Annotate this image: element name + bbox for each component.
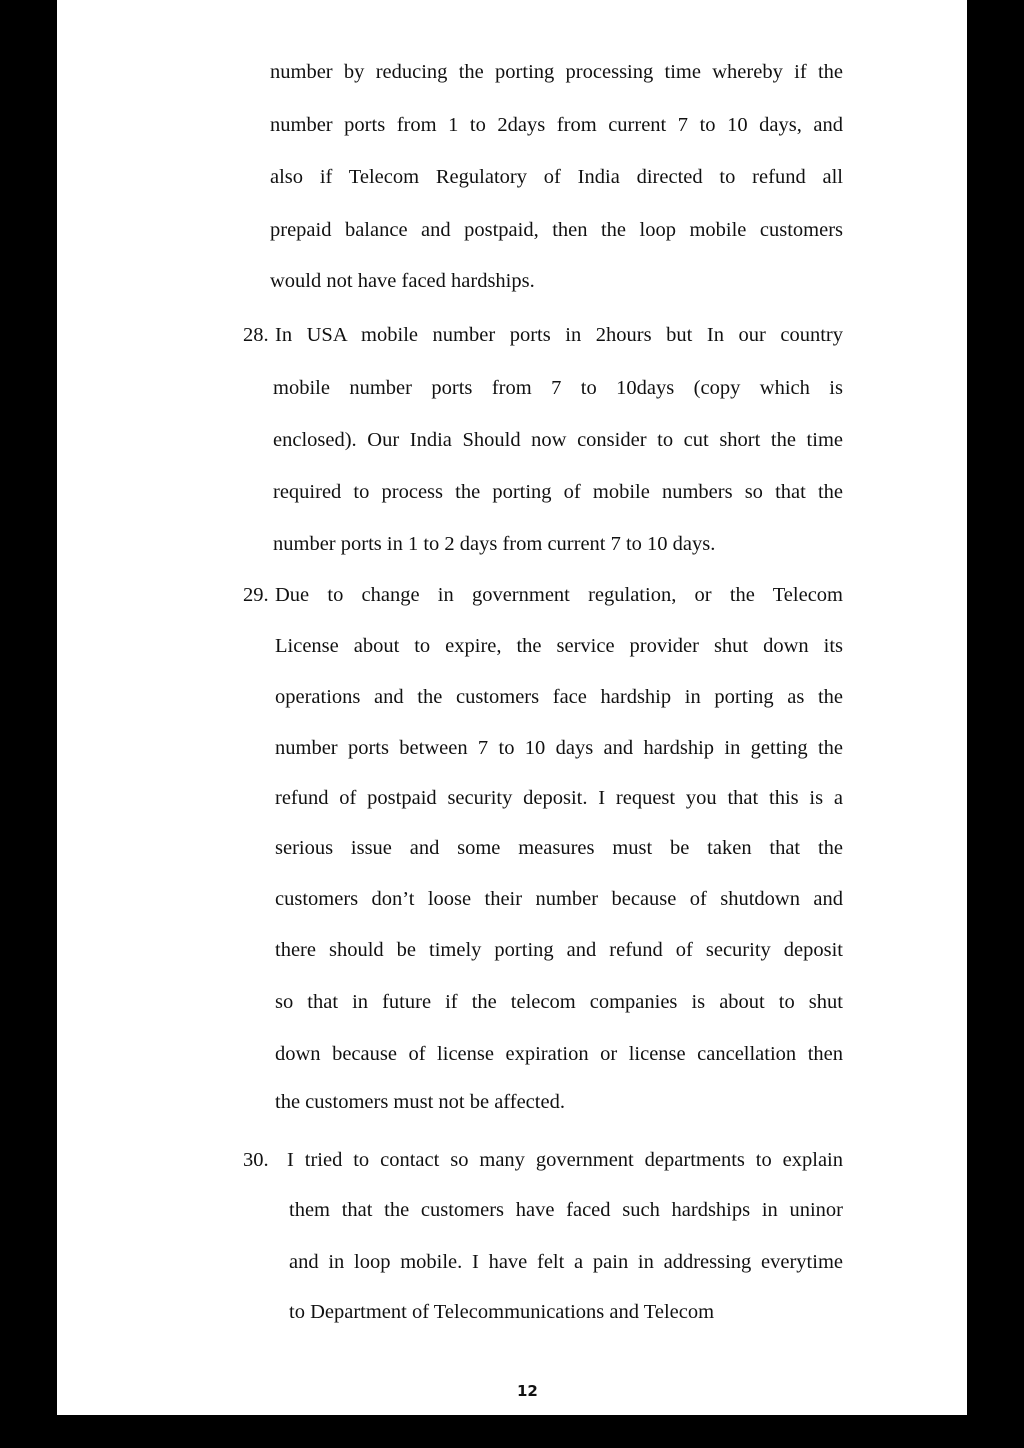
text-line: down because of license expiration or license cancellation then: [275, 1043, 843, 1065]
text-line: them that the customers have faced such hardships in uninor: [289, 1199, 843, 1221]
text-line: In USA mobile number ports in 2hours but In our country: [275, 324, 843, 346]
page-number: 12: [517, 1382, 538, 1400]
text-line: I tried to contact so many government departments to explain: [287, 1149, 843, 1171]
text-line: mobile number ports from 7 to 10days (copy which is: [273, 377, 843, 399]
text-line: number by reducing the porting processing time whereby if the: [270, 61, 843, 83]
text-line: serious issue and some measures must be taken that the: [275, 837, 843, 859]
paragraph-number: 30.: [243, 1149, 269, 1171]
text-line: also if Telecom Regulatory of India directed to refund all: [270, 166, 843, 188]
document-page: [57, 0, 967, 1415]
text-line: required to process the porting of mobile numbers so that the: [273, 481, 843, 503]
text-line: number ports between 7 to 10 days and hardship in getting the: [275, 737, 843, 759]
text-line: License about to expire, the service provider shut down its: [275, 635, 843, 657]
paragraph-number: 29.: [243, 584, 269, 606]
text-line: would not have faced hardships.: [270, 270, 535, 292]
text-line: Due to change in government regulation, or the Telecom: [275, 584, 843, 606]
text-line: number ports in 1 to 2 days from current 7 to 10 days.: [273, 533, 716, 555]
text-line: to Department of Telecommunications and Telecom: [289, 1301, 715, 1323]
text-line: prepaid balance and postpaid, then the loop mobile customers: [270, 219, 843, 241]
text-line: the customers must not be affected.: [275, 1091, 565, 1113]
text-line: refund of postpaid security deposit. I request you that this is a: [275, 787, 843, 809]
text-line: enclosed). Our India Should now consider to cut short the time: [273, 429, 843, 451]
text-line: so that in future if the telecom companies is about to shut: [275, 991, 843, 1013]
text-line: number ports from 1 to 2days from current 7 to 10 days, and: [270, 114, 843, 136]
text-line: customers don’t loose their number because of shutdown and: [275, 888, 843, 910]
text-line: and in loop mobile. I have felt a pain in addressing everytime: [289, 1251, 843, 1273]
text-line: there should be timely porting and refund of security deposit: [275, 939, 843, 961]
paragraph-number: 28.: [243, 324, 269, 346]
text-line: operations and the customers face hardship in porting as the: [275, 686, 843, 708]
